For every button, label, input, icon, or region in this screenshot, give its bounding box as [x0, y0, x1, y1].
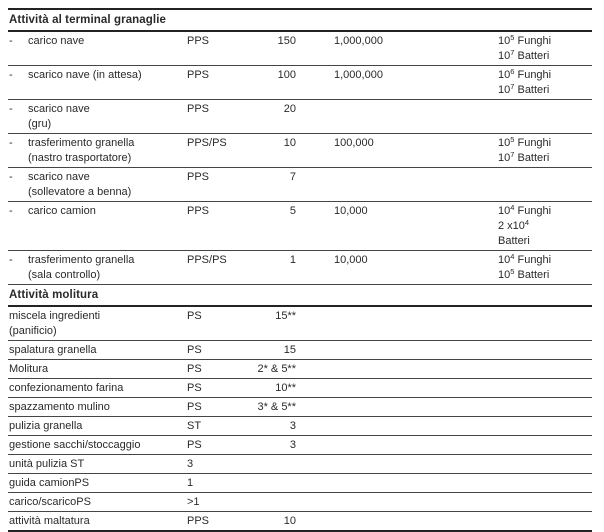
activity-cell [8, 253, 187, 283]
exposure-value: 3 [289, 439, 296, 451]
activity-label [9, 400, 110, 415]
category-code: PPS [187, 205, 210, 217]
section-title-molitura: Attività molitura [8, 285, 592, 307]
activity-label-line: trasferimento granella [28, 137, 135, 149]
limit-values [498, 68, 592, 98]
category-code: ST [187, 420, 202, 432]
activity-label [9, 476, 89, 491]
category-code: 3 [187, 458, 194, 470]
activity-cell [8, 343, 187, 358]
exposure-value: 10** [275, 382, 296, 394]
threshold-value [302, 102, 498, 132]
limit-line: $10^4$ Funghi [498, 252, 552, 266]
limit-line: $10^7$ Batteri [498, 82, 550, 96]
limit-line: $10^7$ Batteri [498, 48, 550, 62]
activity-label [28, 102, 90, 132]
activity-label-line: miscela ingredienti [9, 310, 101, 322]
activity-label-line: unità pulizia ST [9, 458, 85, 470]
table-row [8, 360, 592, 379]
category-code: PS [187, 363, 202, 375]
activity-label-line: attività maltatura [9, 515, 90, 527]
activity-label [28, 136, 134, 166]
limit-values [498, 381, 592, 396]
limit-line: $10^5$ Batteri [498, 267, 550, 281]
activity-cell [8, 362, 187, 377]
limit-line: $10^5$ Funghi [498, 135, 552, 149]
table-row [8, 100, 592, 134]
threshold-value [302, 419, 498, 434]
threshold-value: 1,000,000 [334, 35, 383, 47]
category-code: PPS [187, 103, 210, 115]
activity-label-line: (panificio) [9, 325, 57, 337]
bullet-dash: - [9, 171, 13, 183]
limit-values [498, 170, 592, 200]
activity-label-line: spazzamento mulino [9, 401, 110, 413]
limit-values [498, 309, 592, 339]
category-code: PPS/PS [187, 137, 227, 149]
exposure-value: 3 [289, 420, 296, 432]
category-code: PS [187, 401, 202, 413]
table-row [8, 455, 592, 474]
bullet-dash: - [9, 103, 13, 115]
table-row [8, 307, 592, 341]
limit-line: $10^5$ Funghi [498, 33, 552, 47]
table-row [8, 32, 592, 66]
section-rows-terminal-granaglie [8, 32, 592, 285]
bullet-dash: - [9, 205, 13, 217]
table-row [8, 398, 592, 417]
activity-label-line: gestione sacchi/stoccaggio [9, 439, 141, 451]
activity-label [28, 68, 142, 98]
activity-label [9, 419, 82, 434]
activity-label [9, 343, 96, 358]
activity-label-line: pulizia granella [9, 420, 83, 432]
activity-label-line: trasferimento granella [28, 254, 135, 266]
activity-label [9, 381, 123, 396]
threshold-value: 10,000 [334, 205, 368, 217]
threshold-value [302, 362, 498, 377]
activity-label-line: (nastro trasportatore) [28, 152, 132, 164]
category-code: PPS/PS [187, 254, 227, 266]
threshold-value [302, 438, 498, 453]
activity-label-line: carico camion [28, 205, 96, 217]
table-row [8, 436, 592, 455]
activity-label [9, 514, 90, 529]
threshold-value [302, 495, 498, 510]
activity-cell [8, 438, 187, 453]
category-code: PPS [187, 69, 210, 81]
activity-cell [8, 170, 187, 200]
threshold-value [302, 400, 498, 415]
limit-line: $10^6$ Funghi [498, 67, 552, 81]
activity-label-line: carico nave [28, 35, 85, 47]
threshold-value [302, 476, 498, 491]
bullet-dash: - [9, 69, 13, 81]
activity-label-line: Molitura [9, 363, 49, 375]
category-code: PS [187, 344, 202, 356]
category-code: PPS [187, 35, 210, 47]
limit-line: $10^4$ Funghi [498, 203, 552, 217]
table-row [8, 251, 592, 285]
exposure-value: 15 [283, 344, 296, 356]
exposure-value: 10 [283, 137, 296, 149]
activity-cell [8, 381, 187, 396]
exposure-value [247, 457, 302, 472]
table-row [8, 202, 592, 251]
activity-cell [8, 309, 187, 339]
exposure-value [247, 495, 302, 510]
activity-label [9, 438, 140, 453]
activity-cell [8, 204, 187, 249]
activity-label [28, 204, 96, 249]
activity-label [28, 253, 134, 283]
bullet-dash: - [9, 137, 13, 149]
activity-cell [8, 457, 187, 472]
activity-label [9, 457, 84, 472]
table-row [8, 66, 592, 100]
exposure-value [247, 476, 302, 491]
threshold-value: 10,000 [334, 254, 368, 266]
table-row [8, 134, 592, 168]
limit-line: $10^7$ Batteri [498, 150, 550, 164]
activity-cell [8, 476, 187, 491]
activity-label-line: scarico nave (in attesa) [28, 69, 142, 81]
category-code: >1 [187, 496, 200, 508]
activity-cell [8, 68, 187, 98]
category-code: PPS [187, 515, 210, 527]
table-row [8, 341, 592, 360]
activity-label-line: (gru) [28, 118, 52, 130]
exposure-value: 20 [283, 103, 296, 115]
table-row [8, 417, 592, 436]
category-code: PS [187, 382, 202, 394]
limit-values [498, 34, 592, 64]
exposure-value: 1 [289, 254, 296, 266]
activity-label-line: carico/scaricoPS [9, 496, 91, 508]
limit-line: Batteri [498, 235, 530, 247]
activity-label-line: guida camionPS [9, 477, 90, 489]
threshold-value [302, 381, 498, 396]
section-title-terminal-granaglie: Attività al terminal granaglie [8, 10, 592, 32]
limit-values [498, 362, 592, 377]
threshold-value: 1,000,000 [334, 69, 383, 81]
threshold-value [302, 309, 498, 339]
exposure-value: 150 [277, 35, 296, 47]
activity-label-line: confezionamento farina [9, 382, 124, 394]
activity-label [9, 362, 48, 377]
activity-cell [8, 419, 187, 434]
threshold-value: 100,000 [334, 137, 374, 149]
limit-values [498, 419, 592, 434]
limit-values [498, 495, 592, 510]
exposure-value: 5 [289, 205, 296, 217]
table-row [8, 512, 592, 530]
limit-values [498, 476, 592, 491]
activity-label [9, 495, 91, 510]
activity-label-line: scarico nave [28, 103, 90, 115]
category-code: PS [187, 439, 202, 451]
bullet-dash: - [9, 35, 13, 47]
category-code: PPS [187, 171, 210, 183]
activity-cell [8, 34, 187, 64]
activity-cell [8, 102, 187, 132]
exposure-value: 3* & 5** [257, 401, 296, 413]
activity-label [9, 309, 100, 339]
limit-values [498, 400, 592, 415]
table-row [8, 493, 592, 512]
grain-activity-table [8, 8, 592, 532]
activity-cell [8, 514, 187, 529]
table-row [8, 168, 592, 202]
activity-label-line: (sollevatore a benna) [28, 186, 132, 198]
exposure-value: 7 [289, 171, 296, 183]
limit-values [498, 136, 592, 166]
section-rows-molitura [8, 307, 592, 530]
bullet-dash: - [9, 254, 13, 266]
exposure-value: 10 [283, 515, 296, 527]
limit-values [498, 102, 592, 132]
limit-values [498, 514, 592, 529]
limit-values [498, 253, 592, 283]
limit-line: 2 $x10^4$ [498, 218, 530, 232]
activity-cell [8, 136, 187, 166]
category-code: PS [187, 310, 202, 322]
limit-values [498, 457, 592, 472]
threshold-value [302, 343, 498, 358]
table-row [8, 474, 592, 493]
activity-label-line: scarico nave [28, 171, 90, 183]
activity-cell [8, 400, 187, 415]
activity-label [28, 34, 84, 64]
table-row [8, 379, 592, 398]
exposure-value: 100 [277, 69, 296, 81]
category-code: 1 [187, 477, 194, 489]
activity-label [28, 170, 131, 200]
activity-label-line: spalatura granella [9, 344, 97, 356]
activity-cell [8, 495, 187, 510]
threshold-value [302, 457, 498, 472]
limit-values [498, 343, 592, 358]
threshold-value [302, 170, 498, 200]
exposure-value: 2* & 5** [257, 363, 296, 375]
limit-values [498, 438, 592, 453]
exposure-value: 15** [275, 310, 296, 322]
limit-values [498, 204, 592, 249]
threshold-value [302, 514, 498, 529]
activity-label-line: (sala controllo) [28, 269, 101, 281]
